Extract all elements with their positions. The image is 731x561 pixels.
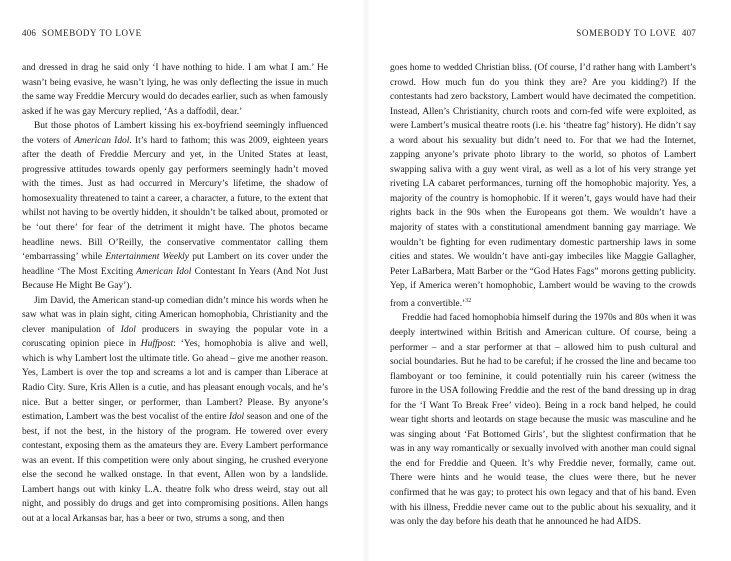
paragraph: and dressed in drag he said only ‘I have nothing to hide. I am what I am.’ He wasn’t being evasive, he wasn’t lying, he was only deflecting the issue in much the same way Freddie Mercury would do decades earlier, such as when famously asked if he was gay Mercury replied, ‘As a daffodil, dear.’: [22, 63, 328, 117]
gutter-shadow: [362, 0, 370, 561]
right-running-title: SOMEBODY TO LOVE: [576, 28, 677, 38]
paragraph: But those photos of Lambert kissing his ex-boyfriend seemingly influenced the voters of American Idol. It’s hard to fathom; this was 2009, eighteen years after the death of Freddie Mercury and yet, in the United States at least, progressive attitudes towards openly gay performers seemingly hadn’t moved with the times. Just as had occurred in Mercury’s lifetime, the shadow of homosexuality threatened to taint a career, a character, a future, to the extent that whilst not having to be overtly hidden, it shouldn’t be talked about, promoted or be ‘out there’ for fear of the detriment it might have. The photos became headline news. Bill O’Reilly, the conservative commentator calling them ‘embarrassing’ while Entertainment Weekly put Lambert on its cover under the headline ‘The Most Exciting American Idol Contestant In Years (And Not Just Because He Might Be Gay’).: [22, 121, 328, 292]
right-page-number: 407: [681, 28, 696, 38]
left-running-head: [22, 28, 328, 38]
left-page: [22, 0, 328, 561]
left-body-text: [22, 61, 328, 527]
right-page: [390, 0, 696, 561]
left-running-title: SOMEBODY TO LOVE: [41, 28, 142, 38]
italic-title: Idol: [228, 412, 245, 423]
italic-title: American Idol: [136, 266, 192, 277]
footnote-ref: 32: [465, 297, 472, 304]
paragraph: goes home to wedded Christian bliss. (Of course, I’d rather hang with Lambert’s crowd. How much fun do you think they are? Are you kidding?) If the contestants had zero backstory, Lambert would have decimated the competition. Instead, Allen’s Christianity, church roots and corn-fed wife were exploited, as were Lambert’s musical theatre roots (i.e. his ‘theatre fag’ history). He didn’t say a word about his sexuality but didn’t need to. For that we had the Internet, zapping anyone’s private photo library to the world, so photos of Lambert swapping saliva with a guy went viral, as well as a lot of his very strange yet riveting LA cabaret performances, turning off the homophobic majority. Yes, a majority of the country is homophobic. If it weren’t, gays would have had their rights back in the 90s when the Europeans got them. We wouldn’t have a majority of states with a constitutional amendment banning gay marriage. We wouldn’t be fighting for even rudimentary domestic partnership laws in some cities and states. We wouldn’t have anti-gay imbeciles like Maggie Gallagher, Peter LaBarbera, Matt Barber or the “God Hates Fags” morons getting publicity. Yep, if America weren’t homophobic, Lambert would be waving to the crowds from a convertible.’$^{32}$: [390, 63, 696, 309]
paragraph: Freddie had faced homophobia himself during the 1970s and 80s when it was deeply intertwined within British and American culture. Of course, being a performer – and a star performer at that – allowed him to push cultural and social boundaries. But he had to be careful; if he crossed the line and became too flamboyant or too feminine, it could potentially ruin his career (witness the furore in the USA following Freddie and the rest of the band dressing up in drag for the ‘I Want To Break Free’ video). Being in a rock band helped, he could wear tight shorts and leotards on stage because the music was masculine and he was singing about ‘Fat Bottomed Girls’, but the slightest confirmation that he was in any way romantically or sexually involved with another man could signal the end for Freddie and Queen. It’s why Freddie never, formally, came out. There were hints and he would tease, the clues were there, but he never confirmed that he was gay; to protect his own legacy and that of his band. Even with his illness, Freddie never came out to the public about his sexuality, and it was only the day before his death that he announced he had AIDS.: [390, 313, 696, 528]
italic-title: American Idol: [74, 135, 130, 146]
italic-title: Idol: [120, 324, 136, 335]
paragraph: Jim David, the American stand-up comedian didn’t mince his words when he saw what was in plain sight, citing American homophobia, Christianity and the clever manipulation of Idol producers in swaying the popular vote in a coruscating opinion piece in Huffpost: ‘Yes, homophobia is alive and well, which is why Lambert lost the ultimate title. Go ahead – give me another reason. Yes, Lambert is over the top and screams a lot and is camper than Liberace at Radio City. Sure, Kris Allen is a cutie, and has pleasant enough vocals, and he’s nice. But a better singer, or performer, than Lambert? Please. By anyone’s estimation, Lambert was the best vocalist of the entire Idol season and one of the best, if not the best, in the history of the program. He towered over every contestant, exposing them as the amateurs they are. Every Lambert performance was an event. If this competition were only about singing, he crushed everyone else the second he walked onstage. In that event, Allen won by a landslide. Lambert hangs out with kinky L.A. theatre folk who dress weird, stay out all night, and possibly do drugs and get into compromising positions. Allen hangs out at a local Arkansas bar, has a beer or two, strums a song, and then: [22, 295, 328, 524]
italic-title: Entertainment Weekly: [105, 252, 189, 263]
italic-title: Huffpost: [140, 339, 174, 350]
left-page-number: 406: [22, 28, 37, 38]
right-running-head: [390, 28, 696, 38]
right-body-text: [390, 61, 696, 530]
